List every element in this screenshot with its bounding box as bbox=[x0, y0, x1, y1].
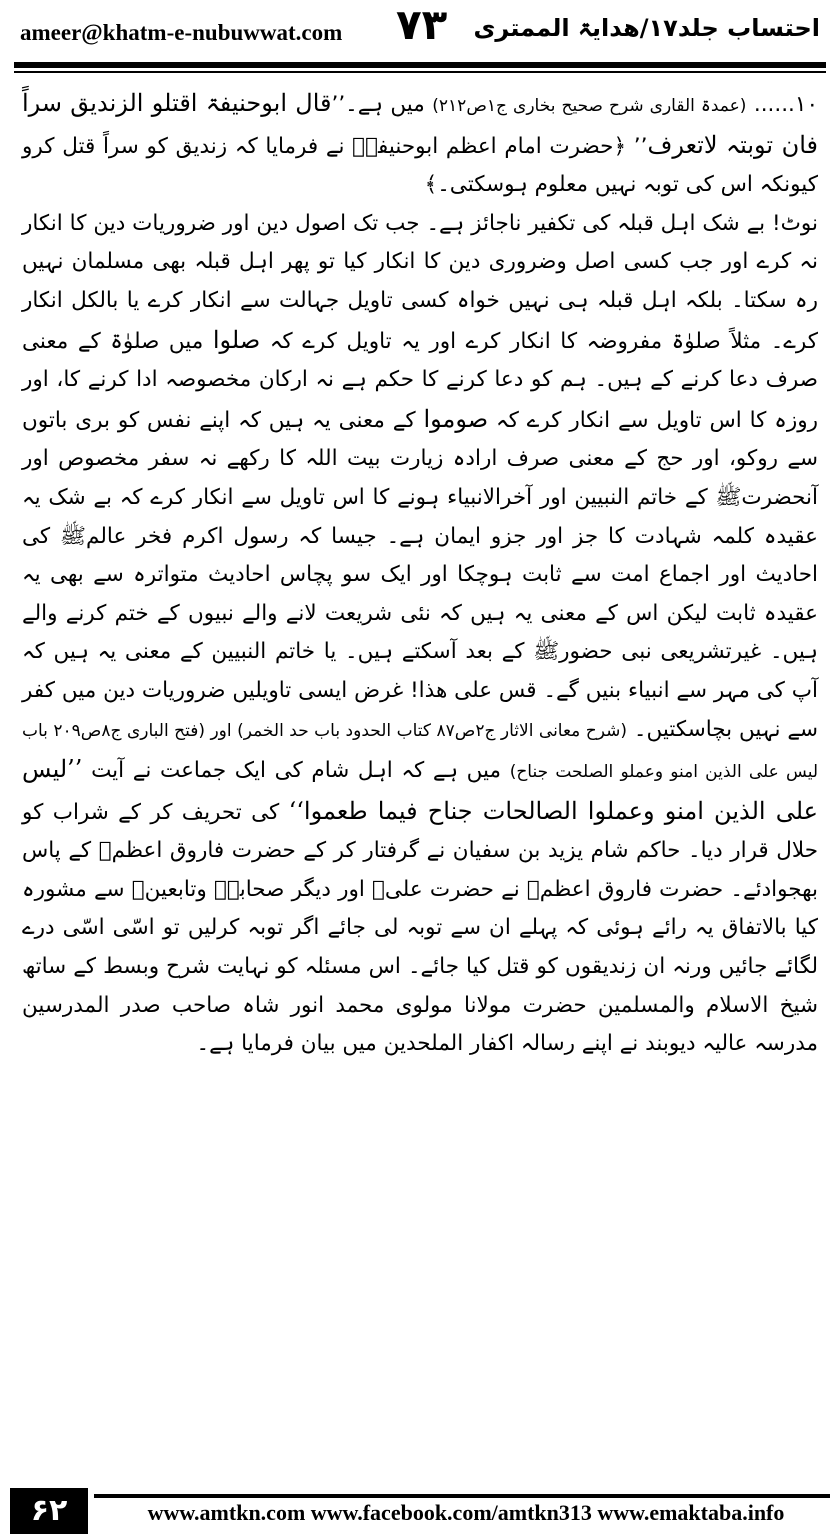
page-footer bbox=[10, 1488, 830, 1534]
reference-citation-2: (شرح معانی الاثار ج۲ص۸۷ کتاب الحدود باب حد الخمر) اور (فتح الباری ج۸ص۲۰۹ باب لیس علی الذین امنو وعملو الصلحت جناح) bbox=[22, 720, 819, 783]
note-text-1: نوٹ! بے شک اہل قبلہ کی تکفیر ناجائز ہے۔ جب تک اصول دین اور ضروریات دین کا انکار نہ کرے اور جب کسی اصل وضروری دین کا انکار کیا تو پھر اہل قبلہ بھی مسلمان نہیں رہ سکتا۔ بلکہ اہل قبلہ ہی نہیں خواہ کسی تاویل جہالت سے انکار کرے یا بالکل انکار کرے۔ مثلاً صلوٰۃ مفروضہ کا انکار کرے اور یہ تاویل کرے کہ bbox=[22, 210, 819, 354]
footer-links: www.amtkn.com www.facebook.com/amtkn313 www.emaktaba.info bbox=[147, 1500, 785, 1525]
note-text-5: کی تحریف کر کے شراب کو حلال قرار دیا۔ حاکم شام یزید بن سفیان نے گرفتار کر کے حضرت فاروق اعظمؓ کے پاس بھجوادئے۔ حضرت فاروق اعظمؓ نے حضرت علیؓ اور دیگر صحابہؓ وتابعینؒ سے مشورہ کیا بالاتفاق یہ رائے ہوئی کہ پہلے ان سے توبہ لی جائے اگر توبہ کرلیں تو اسّی اسّی درے لگائے جائیں ورنہ ان زندیقوں کو قتل کیا جائے۔ اس مسئلہ کو نہایت شرح وبسط کے ساتھ شیخ الاسلام والمسلمین حضرت مولانا مولوی محمد انور شاہ صاحب صدر المدرسین مدرسہ عالیہ دیوبند نے اپنے رسالہ اکفار الملحدین میں بیان فرمایا ہے۔ bbox=[22, 799, 818, 1057]
arabic-term-sumu: صوموا bbox=[423, 404, 489, 433]
header-email: ameer@khatm-e-nubuwwat.com bbox=[20, 20, 343, 45]
header-book-title: احتساب جلد۱۷/ھدایۃ الممتری bbox=[473, 14, 820, 42]
footer-rule bbox=[94, 1494, 830, 1498]
header-page-number: ۷۳ bbox=[396, 0, 448, 49]
note-text-3: کے معنی یہ ہیں کہ اپنے نفس کو بری باتوں سے روکو، اور حج کے معنی صرف ارادہ زیارت بیت اللہ کا رکھے نہ سفر مخصوص اور آنحضرتﷺ کے خاتم النبیین اور آخرالانبیاء ہونے کا اس تاویل سے انکار کرے کہ بے شک یہ عقیدہ کلمہ شہادت کا جز اور جزو ایمان ہے۔ جیسا کہ رسول اکرم فخر عالمﷺ کی احادیث اور اجماع امت سے ثابت ہوچکا اور ایک سو پچاس احادیث متواترہ سے بھی یہ عقیدہ ثابت لیکن اس کے معنی یہ ہیں کہ نئی شریعت لانے والے نبیوں کے ختم کرنے والے ہیں۔ غیرتشریعی نبی حضورﷺ کے بعد آسکتے ہیں۔ یا خاتم النبیین کے معنی یہ ہیں کہ آپ کی مہر سے انبیاء بنیں گے۔ قس علی ھذا! غرض ایسی تاویلیں ضروریات دین میں کفر سے نہیں بچاسکتیں۔ bbox=[22, 407, 818, 742]
note-text-2: میں صلوٰۃ کے معنی صرف دعا کرنے کے ہیں۔ ہم کو دعا کرنے کا حکم ہے نہ ارکان مخصوصہ ادا کرنے کا، اور روزہ کا اس تاویل سے انکار کرے کہ bbox=[22, 328, 818, 433]
reference-citation: (عمدۃ القاری شرح صحیح بخاری ج۱ص۲۱۲) bbox=[432, 96, 747, 116]
footer-page-number: ۶۲ bbox=[10, 1488, 88, 1534]
page-body bbox=[22, 84, 818, 1064]
header-rule-thin bbox=[14, 71, 826, 73]
arabic-term-salu: صلوا bbox=[212, 325, 261, 354]
arabic-quote: قال ابوحنیفۃ اقتلو الزندیق سراً فان توبتہ لاتعرف bbox=[22, 89, 819, 159]
note-text-4: میں ہے کہ اہل شام کی ایک جماعت نے آیت bbox=[91, 758, 502, 784]
header-rule-thick bbox=[14, 62, 826, 68]
intro-text: میں ہے۔’’ bbox=[331, 92, 425, 117]
arabic-verse-quote: ’’لیس علی الذین امنو وعملوا الصالحات جناح فیما طعموا‘‘ bbox=[22, 755, 818, 825]
paragraph-1 bbox=[22, 84, 818, 205]
paragraph-number: ۱۰...... bbox=[753, 92, 818, 117]
translation-text: ’’ ﴿حضرت امام اعظم ابوحنیفہؒ نے فرمایا کہ زندیق کو سراً قتل کرو کیونکہ اس کی توبہ نہیں معلوم ہوسکتی۔﴾ bbox=[22, 133, 818, 198]
paragraph-2 bbox=[22, 205, 818, 1064]
